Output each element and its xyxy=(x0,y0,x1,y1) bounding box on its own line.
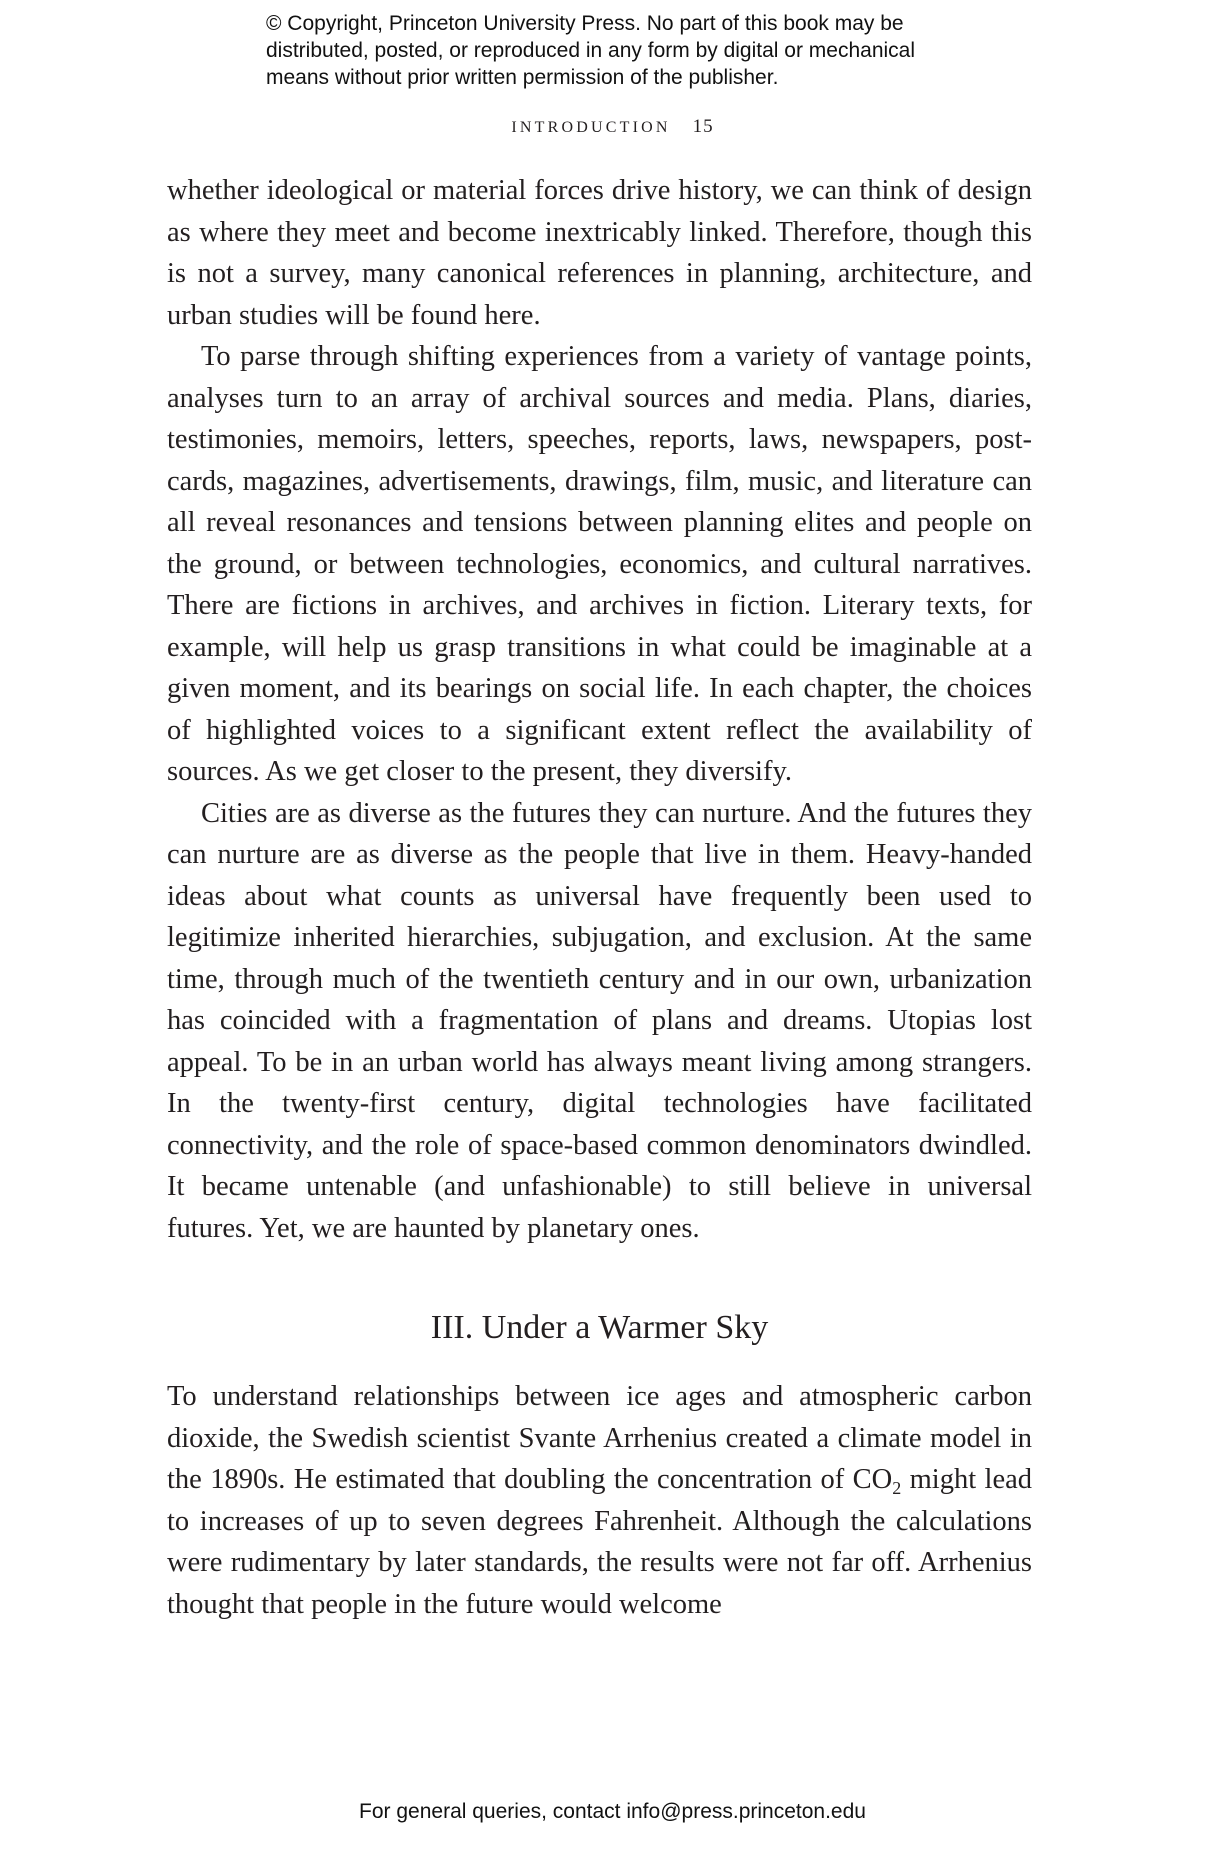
paragraph: To parse through shifting experiences from a variety of vantage points, analyses turn to an array of archival sources and media. Plans, diaries, testimonies, memoirs, letters, speeches, reports, laws, newspapers, postcards, magazines, advertisements, drawings, film, music, and literature can all reveal resonances and tensions between planning elites and people on the ground, or between technologies, economics, and cultural narratives. There are fictions in archives, and archives in fiction. Literary texts, for example, will help us grasp transitions in what could be imaginable at a given moment, and its bearings on social life. In each chapter, the choices of highlighted voices to a significant extent reflect the availability of sources. As we get closer to the present, they diversify. xyxy=(167,341,1032,787)
copyright-line: distributed, posted, or reproduced in any form by digital or mechanical xyxy=(266,39,916,62)
paragraph-text: might lead to increases of up to seven degrees Fahrenheit. Although the calculations were rudimentary by later standards, the results were not far off. Arrhenius thought that people in the future would welcome xyxy=(167,1464,1032,1620)
paragraph: Cities are as diverse as the futures they can nurture. And the futures they can nurture are as diverse as the people that live in them. Heavy-handed ideas about what counts as universal have frequently been used to legitimize inherited hierarchies, subjugation, and exclusion. At the same time, through much of the twentieth century and in our own, urbanization has coincided with a fragmentation of plans and dreams. Utopias lost appeal. To be in an urban world has always meant living among strangers. In the twenty-first century, digital technologies have facilitated connectivity, and the role of space-based common denominators dwindled. It became untenable (and unfashionable) to still believe in universal futures. Yet, we are haunted by planetary ones. xyxy=(167,797,1032,1244)
copyright-line: © Copyright, Princeton University Press. No part of this book may be xyxy=(266,12,904,35)
section-heading: III. Under a Warmer Sky xyxy=(430,1309,769,1346)
subscript: 2 xyxy=(892,1478,902,1498)
running-head-section: INTRODUCTION xyxy=(511,119,671,136)
body-text xyxy=(167,170,1032,1249)
footer-contact: For general queries, contact info@press.princeton.edu xyxy=(359,1800,866,1823)
running-head xyxy=(0,116,1225,138)
section-body-text xyxy=(167,1376,1032,1625)
page-number: 15 xyxy=(692,116,714,137)
paragraph: whether ideological or material forces drive history, we can think of design as where they meet and become inextricably linked. Therefore, though this is not a survey, many canonical references in planning, architecture, and urban studies will be found here. xyxy=(167,175,1032,331)
paragraph xyxy=(167,1376,1032,1625)
paragraph-text: To understand relationships between ice ages and atmospheric carbon dioxide, the Swedish scientist Svante Arrhenius created a climate model in the 1890s. He estimated that doubling the concentration of CO xyxy=(167,1381,1032,1495)
copyright-notice xyxy=(266,10,1026,91)
copyright-line: means without prior written permission of the publisher. xyxy=(266,66,779,89)
